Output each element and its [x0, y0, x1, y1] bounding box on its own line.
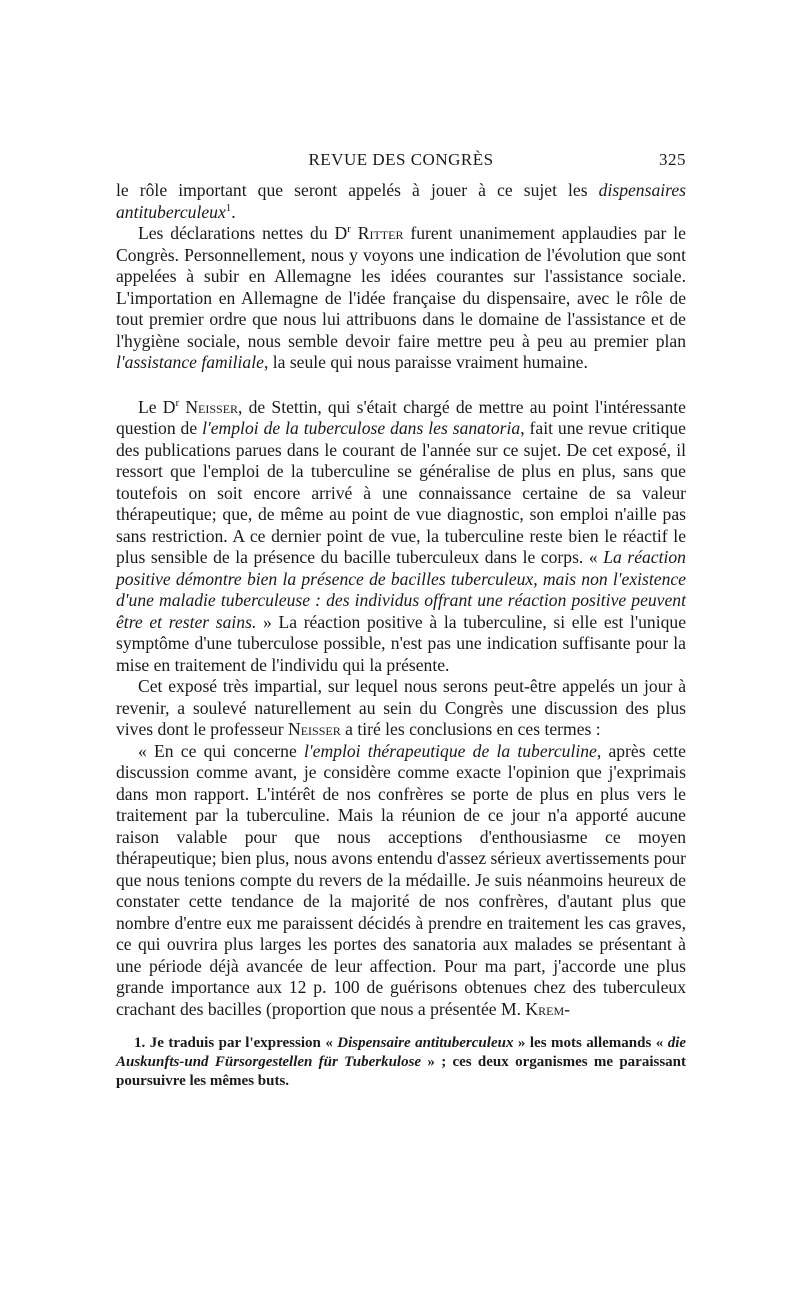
italic-term: l'emploi de la tuberculose dans les sanatoria [202, 418, 521, 438]
text: » les mots allemands « [513, 1035, 668, 1051]
italic-term: l'assistance familiale [116, 352, 264, 372]
italic-term: die Auskunfts-und Fürsorgestellen für Tuberkulose [116, 1035, 687, 1070]
text: Les déclarations nettes du D [138, 223, 348, 243]
document-page [116, 150, 686, 1091]
footnotes [116, 1034, 686, 1091]
paragraph-1 [116, 180, 686, 223]
text: , fait une revue critique des publications parues dans le courant de l'année sur ce sujet. De cet exposé, il ressort que l'emploi de la tuberculine se généralise de plus en plus, sans que toutefois on soit encore arrivé à une connaissance certaine de sa valeur thérapeutique; que, de même au point de vue diagnostic, son emploi n'aille pas sans restriction. A ce dernier point de vue, la tuberculine reste bien le réactif le plus sensible de la présence du bacille tuberculeux dans le corps. « [116, 418, 686, 567]
paragraph-5 [116, 741, 686, 1021]
person-name: Ritter [357, 223, 404, 243]
running-header [116, 150, 686, 180]
text: Le D [138, 396, 176, 417]
superscript: r [175, 396, 180, 409]
text: » La réaction positive à la tuberculine, si elle est l'unique symptôme d'une tuberculose possible, n'est pas une indication suffisante pour la mise en traitement de l'individu qui la présente. [116, 611, 687, 675]
text: , de Stettin, qui s'était chargé de mettre au point l'intéressante question de [116, 396, 686, 438]
paragraph-2 [116, 223, 686, 374]
footnote-ref: 1 [225, 201, 232, 214]
text: « En ce qui concerne [138, 740, 304, 761]
paragraph-4 [116, 676, 686, 741]
text: Cet exposé très impartial, sur lequel nous serons peut-être appelés un jour à revenir, a soulevé naturellement au sein du Congrès une discussion des plus vives dont le professeur [116, 676, 686, 739]
text: furent unanimement applaudies par le Congrès. Personnellement, nous y voyons une indication de l'évolution que sont appelées à subir en Allemagne les idées courantes sur l'assistance sociale. L'importation en Allemagne de l'idée française du dispensaire, avec le rôle de tout premier ordre que nous lui attribuons dans le domaine de l'assistance et de l'hygiène sociale, nous semble devoir faire mettre peu à peu au premier plan [116, 223, 686, 351]
text: 1. Je traduis par l'expression « [134, 1035, 338, 1051]
journal-title: REVUE DES CONGRÈS [308, 150, 494, 169]
person-name: Neisser [288, 719, 341, 739]
text: a tiré les conclusions en ces termes : [340, 719, 601, 739]
text: , après cette discussion comme avant, je considère comme exacte l'opinion que j'exprimais dans mon rapport. L'intérêt de nos confrères se porte de plus en plus vers le traitement par la tuberculine. Mais la réunion de ce jour n'a apporté aucune raison valable pour que nous acceptions d'enthousiasme ce moyen thérapeutique; bien plus, nous avons entendu d'assez sérieux avertissements pour que nous tenions compte du revers de la médaille. Je suis néanmoins heureux de constater cette tendance de la majorité de nos confrères, d'autant plus que nombre d'entre eux me paraissent décidés à prendre en traitement les cas graves, ce qui ouvrira plus larges les portes des sanatoria aux malades se présentant à une période déjà avancée de leur affection. Pour ma part, j'accorde une plus grande importance aux 12 p. 100 de guérisons obtenues chez des tuberculeux crachant des bacilles (proportion que nous a présentée M. [116, 740, 686, 1019]
text: . [231, 201, 236, 222]
italic-quote: La réaction positive démontre bien la présence de bacilles tuberculeux, mais non l'existence d'une maladie tuberculeuse : des individus offrant une réaction positive peuvent être et rester sains. [116, 547, 686, 632]
section-gap [116, 374, 686, 397]
italic-term: l'emploi thérapeutique de la tuberculine [303, 740, 597, 761]
italic-term: Dispensaire antituberculeux [337, 1035, 514, 1051]
text: le rôle important que seront appelés à jouer à ce sujet les [116, 180, 599, 200]
page-number: 325 [659, 150, 686, 169]
superscript: r [347, 223, 351, 236]
italic-term: dispensaires antituberculeux [116, 180, 686, 222]
person-name: Neisser [185, 396, 239, 417]
footnote-1 [116, 1034, 686, 1091]
article-body [116, 180, 686, 1020]
paragraph-3 [116, 397, 686, 677]
text: , la seule qui nous paraisse vraiment humaine. [263, 352, 588, 372]
text: » ; ces deux organismes me paraissant poursuivre les mêmes buts. [116, 1054, 687, 1089]
person-name: Krem- [525, 998, 570, 1019]
